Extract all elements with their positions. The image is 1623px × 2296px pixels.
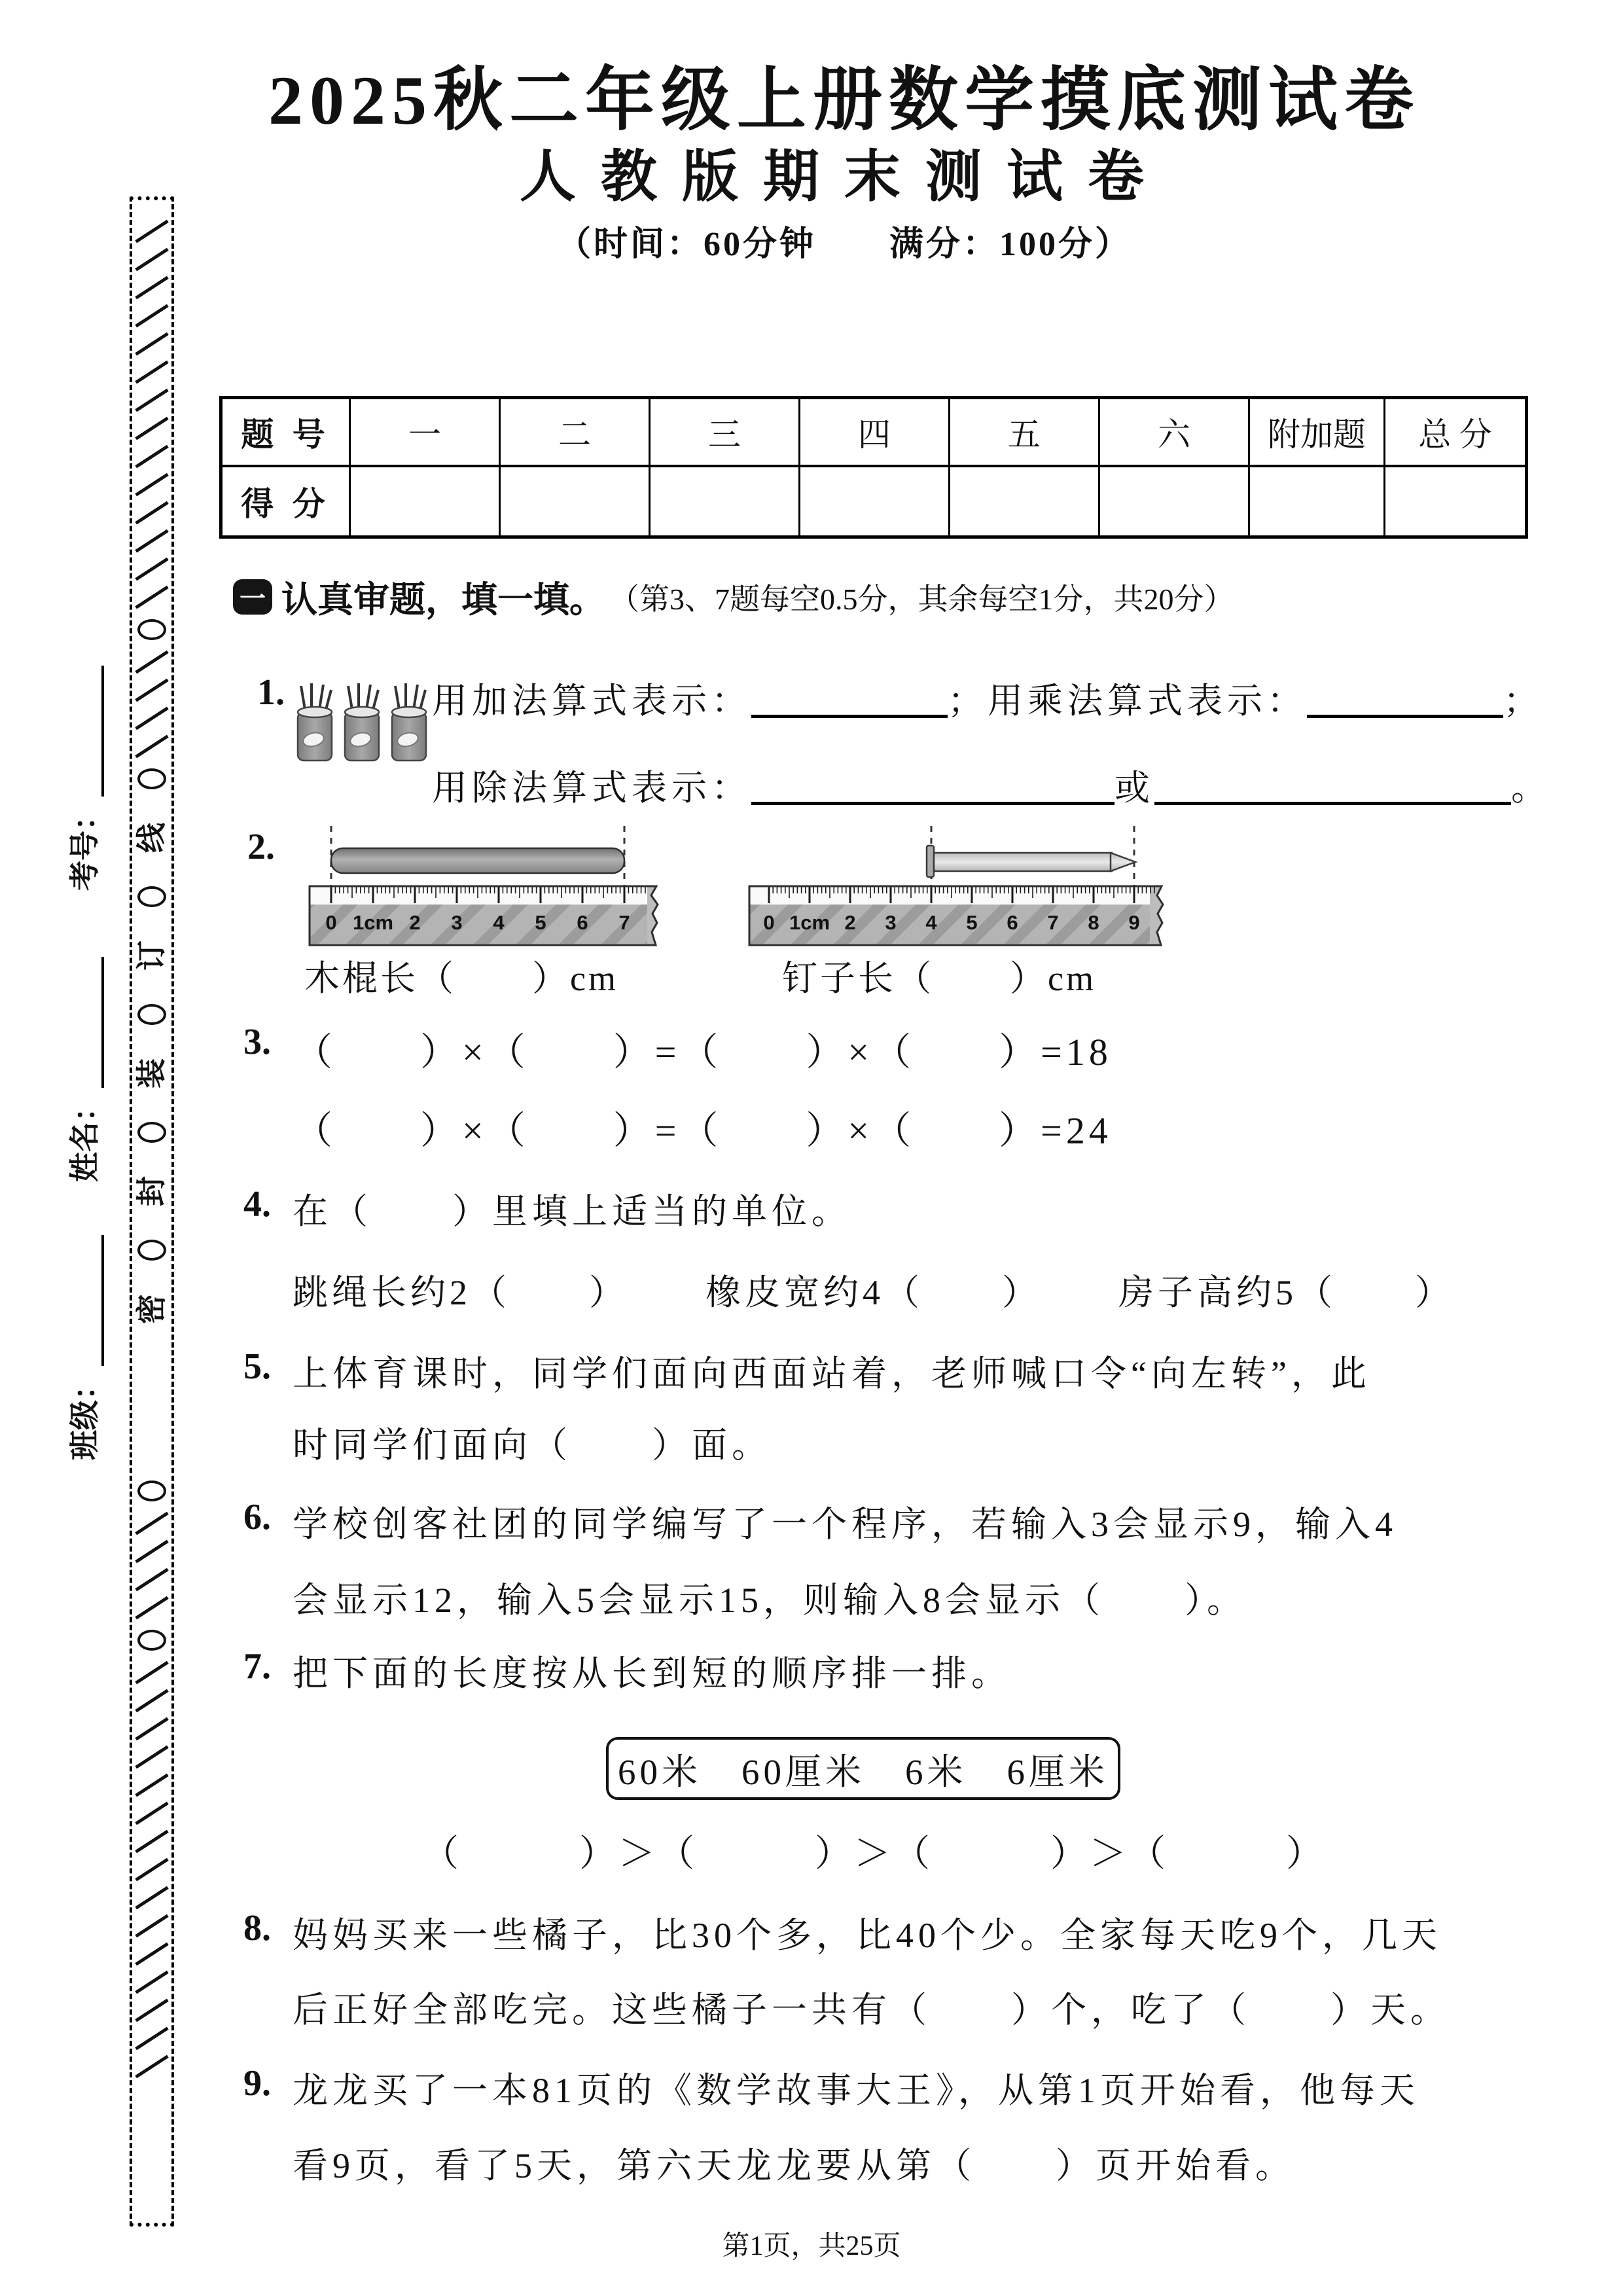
score-input-cell[interactable] xyxy=(950,467,1100,535)
slash-mark xyxy=(135,735,168,759)
banji-blank[interactable] xyxy=(70,1235,104,1366)
slash-mark xyxy=(135,1886,168,1910)
slash-mark xyxy=(135,1540,168,1564)
seal-line-char: 订 xyxy=(135,941,168,971)
side-label-kaohao xyxy=(66,642,104,891)
xingming-blank[interactable] xyxy=(70,957,104,1088)
circle-mark xyxy=(137,768,166,789)
q2-caption-left: 木棍长（ ）cm xyxy=(304,959,618,998)
ruler-tick-label: 8 xyxy=(1088,911,1099,934)
slash-mark xyxy=(135,276,168,300)
q8-number: 8. xyxy=(243,1908,271,1948)
slash-mark xyxy=(135,1914,168,1938)
slash-mark xyxy=(135,1746,168,1769)
q3-line1[interactable]: （ ）×（ ）=（ ）×（ ）=18 xyxy=(294,1031,1112,1073)
slash-mark xyxy=(135,558,168,581)
blank-line[interactable] xyxy=(1307,679,1503,718)
slash-mark xyxy=(135,1858,168,1882)
slash-mark xyxy=(135,473,168,497)
q8-line1: 妈妈买来一些橘子，比30个多，比40个少。全家每天吃9个，几天 xyxy=(293,1916,1442,1955)
ruler-tick-label: 6 xyxy=(577,911,588,934)
score-table-col: 附加题 xyxy=(1250,399,1385,467)
q4-number: 4. xyxy=(243,1184,271,1225)
q7-answer-line[interactable]: （ ）＞（ ）＞（ ）＞（ ） xyxy=(422,1834,1325,1874)
score-table-col: 四 xyxy=(800,399,950,467)
ruler-tick-label: 5 xyxy=(966,911,978,934)
slash-mark xyxy=(135,1689,168,1713)
wood-stick xyxy=(331,848,624,873)
circle-mark xyxy=(137,619,166,640)
q2-number: 2. xyxy=(247,827,275,867)
nail xyxy=(927,846,1135,877)
exam-info: （时间：60分钟 满分：100分） xyxy=(556,226,1132,263)
score-input-cell[interactable] xyxy=(1385,467,1525,535)
q1-text: ；用乘法算式表示： xyxy=(948,681,1307,721)
blank-line[interactable] xyxy=(751,679,948,718)
ruler-tick-label: 4 xyxy=(493,911,505,934)
q5-line1: 上体育课时，同学们面向西面站着，老师喊口令“向左转”，此 xyxy=(293,1354,1371,1393)
q1-text: 或 xyxy=(1115,768,1154,808)
slash-mark xyxy=(135,1568,168,1592)
q4-item[interactable]: 橡皮宽约4（ ） xyxy=(705,1273,1041,1312)
score-input-cell[interactable] xyxy=(800,467,950,535)
slash-mark xyxy=(135,651,168,674)
score-input-cell[interactable] xyxy=(351,467,501,535)
page-title: 2025秋二年级上册数学摸底测试卷 xyxy=(268,62,1420,139)
circle-mark xyxy=(137,1240,166,1261)
slash-mark xyxy=(135,417,168,440)
ruler-tick-label: 7 xyxy=(618,911,630,934)
seal-line-char: 密 xyxy=(135,1294,168,1324)
circle-mark xyxy=(137,1630,166,1651)
kaohao-blank[interactable] xyxy=(70,666,104,797)
q6-line2[interactable]: 会显示12，输入5会显示15，则输入8会显示（ ）。 xyxy=(293,1581,1247,1620)
xingming-label: 姓名： xyxy=(68,1092,101,1182)
ruler-tick-label: 7 xyxy=(1047,911,1059,934)
q9-line2[interactable]: 看9页，看了5天，第六天龙龙要从第（ ）页开始看。 xyxy=(293,2146,1295,2185)
kaohao-label: 考号： xyxy=(68,800,101,891)
ruler-tick-label: 1cm xyxy=(352,911,394,934)
page-subtitle: 人教版期末测试卷 xyxy=(520,145,1169,208)
circle-mark xyxy=(137,1004,166,1025)
circle-mark xyxy=(137,886,166,907)
slash-mark xyxy=(135,1774,168,1797)
side-label-xingming xyxy=(66,933,104,1182)
page-footer: 第1页，共25页 xyxy=(722,2231,901,2261)
ruler-right-image xyxy=(743,822,1165,956)
q1-number: 1. xyxy=(257,672,285,713)
slash-mark xyxy=(135,1971,168,1994)
q9-number: 9. xyxy=(243,2063,271,2104)
slash-mark xyxy=(135,707,168,730)
pencil-cup xyxy=(345,683,379,761)
section1-badge: 一 xyxy=(233,579,272,615)
pencil-cup xyxy=(298,683,332,761)
ruler-tick-label: 3 xyxy=(885,911,897,934)
q3-number: 3. xyxy=(243,1022,271,1062)
ruler-tick-label: 2 xyxy=(409,911,421,934)
q6-line1: 学校创客社团的同学编写了一个程序，若输入3会显示9，输入4 xyxy=(293,1505,1397,1544)
slash-mark xyxy=(135,1999,168,2022)
q9-line1: 龙龙买了一本81页的《数学故事大王》，从第1页开始看，他每天 xyxy=(293,2071,1419,2110)
score-table-col: 一 xyxy=(351,399,501,467)
slash-mark xyxy=(135,1717,168,1741)
ruler-tick-label: 1cm xyxy=(789,911,830,934)
blank-line[interactable] xyxy=(1154,766,1511,805)
score-table-col: 六 xyxy=(1100,399,1250,467)
score-input-cell[interactable] xyxy=(1250,467,1385,535)
pencil-cup xyxy=(392,683,426,761)
q1-line1 xyxy=(432,673,1543,723)
section1-title: 认真审题，填一填。 xyxy=(281,580,606,620)
ruler-tick-label: 9 xyxy=(1128,911,1140,934)
q1-text: 。 xyxy=(1511,768,1551,808)
q2-caption-right: 钉子长（ ）cm xyxy=(782,959,1096,998)
q6-number: 6. xyxy=(243,1497,271,1537)
q5-line2[interactable]: 时同学们面向（ ）面。 xyxy=(293,1426,772,1465)
q7-length-box: 60米 60厘米 6米 6厘米 xyxy=(606,1737,1120,1800)
section1-header xyxy=(233,571,1234,622)
blank-line[interactable] xyxy=(751,766,1115,805)
ruler-tick-label: 3 xyxy=(451,911,463,934)
q4-line1: 在（ ）里填上适当的单位。 xyxy=(293,1192,851,1231)
slash-mark xyxy=(135,679,168,702)
slash-mark xyxy=(135,389,168,412)
q1-text: 用除法算式表示： xyxy=(432,768,751,808)
side-label-banji xyxy=(66,1211,104,1460)
slash-mark xyxy=(135,1830,168,1854)
q1-text: ； xyxy=(1503,681,1543,721)
q4-item[interactable]: 跳绳长约2（ ） xyxy=(293,1273,628,1312)
binding-strip xyxy=(130,196,174,2227)
q5-number: 5. xyxy=(243,1346,271,1387)
ruler-tick-label: 0 xyxy=(325,911,337,934)
score-table-col: 二 xyxy=(501,399,651,467)
circle-mark xyxy=(137,1480,166,1501)
q1-text: 用加法算式表示： xyxy=(432,681,751,721)
score-table-col: 五 xyxy=(950,399,1100,467)
slash-mark xyxy=(135,1512,168,1535)
slash-mark xyxy=(135,304,168,328)
score-table-col: 三 xyxy=(651,399,800,467)
slash-mark xyxy=(135,445,168,469)
score-input-cell[interactable] xyxy=(651,467,800,535)
seal-line-char: 线 xyxy=(135,823,168,853)
score-input-cell[interactable] xyxy=(1100,467,1250,535)
slash-mark xyxy=(135,586,168,609)
q1-line2 xyxy=(432,760,1551,810)
score-table-header-cell: 题 号 xyxy=(223,399,351,467)
score-table-col: 总 分 xyxy=(1385,399,1525,467)
ruler-tick-label: 6 xyxy=(1007,911,1018,934)
seal-line-char: 装 xyxy=(135,1058,168,1088)
ruler-tick-label: 5 xyxy=(535,911,546,934)
ruler-left-image xyxy=(298,822,674,956)
slash-mark xyxy=(135,2055,168,2079)
section1-note: （第3、7题每空0.5分，其余每空1分，共20分） xyxy=(609,582,1234,616)
circle-mark xyxy=(137,1122,166,1143)
score-input-cell[interactable] xyxy=(501,467,651,535)
seal-line-char: 封 xyxy=(135,1176,168,1206)
score-table xyxy=(219,396,1528,539)
q4-items xyxy=(293,1265,1454,1315)
q3-line2[interactable]: （ ）×（ ）=（ ）×（ ）=24 xyxy=(294,1109,1112,1152)
q7-line1: 把下面的长度按从长到短的顺序排一排。 xyxy=(293,1654,1011,1693)
slash-mark xyxy=(135,1943,168,1966)
slash-mark xyxy=(135,529,168,553)
slash-mark xyxy=(135,332,168,356)
q7-number: 7. xyxy=(243,1646,271,1687)
slash-mark xyxy=(135,1596,168,1620)
ruler-tick-label: 2 xyxy=(844,911,856,934)
slash-mark xyxy=(135,1802,168,1825)
pencil-cups-image xyxy=(293,679,434,766)
banji-label: 班级： xyxy=(68,1370,101,1460)
slash-mark xyxy=(135,501,168,525)
q4-item[interactable]: 房子高约5（ ） xyxy=(1118,1273,1454,1312)
slash-mark xyxy=(135,1661,168,1685)
score-row-label: 得 分 xyxy=(223,467,351,535)
ruler-tick-label: 0 xyxy=(763,911,775,934)
slash-mark xyxy=(135,2027,168,2051)
q8-line2[interactable]: 后正好全部吃完。这些橘子一共有（ ）个，吃了（ ）天。 xyxy=(293,1990,1450,2030)
slash-mark xyxy=(135,361,168,384)
ruler-tick-label: 4 xyxy=(925,911,937,934)
